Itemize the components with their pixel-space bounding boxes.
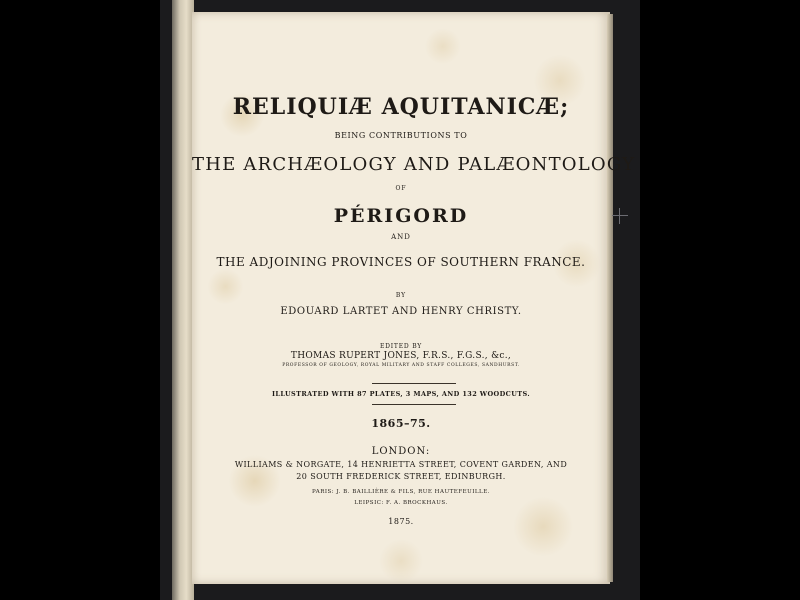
editor-title: PROFESSOR OF GEOLOGY, ROYAL MILITARY AND STAFF COLLEGES, SANDHURST. bbox=[282, 363, 520, 368]
subtitle-lead: BEING CONTRIBUTIONS TO bbox=[334, 131, 468, 140]
publication-dates: 1865–75. bbox=[371, 417, 431, 430]
connector-of: OF bbox=[395, 185, 407, 192]
region-extra: THE ADJOINING PROVINCES OF SOUTHERN FRANCE. bbox=[216, 255, 586, 269]
editor-name: THOMAS RUPERT JONES, F.R.S., F.G.S., &c., bbox=[290, 351, 512, 361]
crosshair-icon bbox=[612, 208, 628, 224]
connector-and: AND bbox=[391, 233, 411, 241]
publisher-line: 20 SOUTH FREDERICK STREET, EDINBURGH. bbox=[296, 472, 506, 481]
book-spine-edge bbox=[172, 0, 194, 600]
region-name: PÉRIGORD bbox=[333, 205, 469, 227]
publisher-line: WILLIAMS & NORGATE, 14 HENRIETTA STREET, COVENT GARDEN, AND bbox=[234, 460, 568, 469]
subject-line: THE ARCHÆOLOGY AND PALÆONTOLOGY bbox=[192, 154, 636, 175]
authors: EDOUARD LARTET AND HENRY CHRISTY. bbox=[280, 306, 522, 317]
divider-rule bbox=[372, 404, 456, 405]
edited-by-label: EDITED BY bbox=[379, 343, 423, 350]
leipsic-agent: LEIPSIC: F. A. BROCKHAUS. bbox=[354, 500, 448, 506]
imprint-year: 1875. bbox=[388, 517, 414, 526]
book-title: RELIQUIÆ AQUITANICÆ; bbox=[232, 94, 570, 120]
imprint-city: LONDON: bbox=[371, 446, 431, 457]
divider-rule bbox=[372, 383, 456, 384]
paris-agent: PARIS: J. B. BAILLIÈRE & FILS, RUE HAUTEFEUILLE. bbox=[312, 489, 490, 495]
connector-by: BY bbox=[395, 292, 407, 299]
illustrations-note: ILLUSTRATED WITH 87 PLATES, 3 MAPS, AND 132 WOODCUTS. bbox=[271, 390, 531, 398]
